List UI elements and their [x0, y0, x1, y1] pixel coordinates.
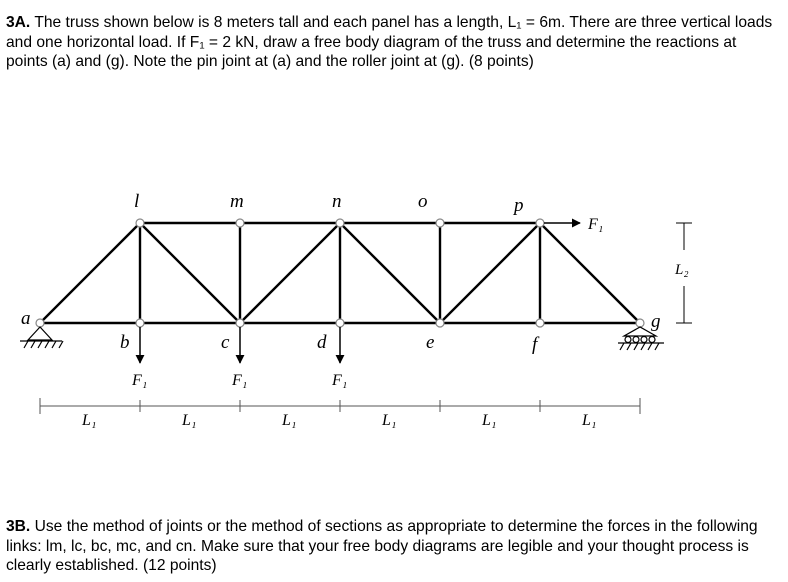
member-pg	[540, 223, 640, 323]
joint-e	[436, 319, 444, 327]
joint-n	[336, 219, 344, 227]
panel-dimension-line	[40, 398, 640, 414]
problem-3a-text: The truss shown below is 8 meters tall and each panel has a length, L₁ = 6m. There are three vertical loads and one horizontal load. If F₁ = 2 kN, draw a free body diagram of the truss and determine the reactions at points (a) and (g). Note the pin joint at (a) and the roller joint at (g). (8 points)	[6, 14, 773, 70]
problem-3b-text: Use the method of joints or the method of sections as appropriate to determine the forces in the following links: lm, lc, bc, mc, and cn. Make sure that your free body diagrams are legible and your thought process is clearly established. (12 points)	[6, 518, 758, 574]
label-m: m	[230, 191, 244, 212]
joint-m	[236, 219, 244, 227]
label-b: b	[120, 332, 130, 353]
truss-members	[40, 223, 640, 323]
member-ne	[340, 223, 440, 323]
member-lc	[140, 223, 240, 323]
joint-p	[536, 219, 544, 227]
vertical-load-label-d: F₁	[332, 372, 348, 389]
vertical-load-label-b: F₁	[132, 372, 148, 389]
panel-label-5: L₁	[482, 412, 497, 429]
label-f: f	[532, 334, 538, 355]
member-al	[40, 223, 140, 323]
label-e: e	[426, 332, 435, 353]
joint-d	[336, 319, 344, 327]
panel-label-3: L₁	[282, 412, 297, 429]
height-label: L₂	[675, 262, 689, 278]
problem-3a	[6, 13, 782, 72]
joint-b	[136, 319, 144, 327]
joint-f	[536, 319, 544, 327]
label-p: p	[514, 195, 524, 216]
label-d: d	[317, 332, 327, 353]
load-labels	[131, 216, 603, 389]
joint-o	[436, 219, 444, 227]
label-l: l	[134, 191, 140, 212]
panel-label-1: L₁	[82, 412, 97, 429]
pin-support-a	[20, 327, 63, 348]
label-o: o	[418, 191, 428, 212]
problem-3b-number: 3B.	[6, 518, 31, 535]
member-ep	[440, 223, 540, 323]
vertical-load-label-c: F₁	[232, 372, 248, 389]
panel-label-6: L₁	[582, 412, 597, 429]
label-c: c	[221, 332, 230, 353]
label-g: g	[651, 311, 661, 332]
label-n: n	[332, 191, 342, 212]
truss-diagram	[0, 185, 788, 445]
member-cn	[240, 223, 340, 323]
horizontal-load-label: F₁	[588, 216, 604, 233]
joint-c	[236, 319, 244, 327]
panel-label-2: L₁	[182, 412, 197, 429]
joint-a	[36, 319, 44, 327]
panel-labels	[81, 412, 596, 429]
problem-3b	[6, 517, 786, 576]
joint-l	[136, 219, 144, 227]
vertical-loads	[140, 327, 340, 363]
panel-label-4: L₁	[382, 412, 397, 429]
problem-3a-number: 3A.	[6, 14, 31, 31]
label-a: a	[21, 308, 31, 329]
joint-g	[636, 319, 644, 327]
